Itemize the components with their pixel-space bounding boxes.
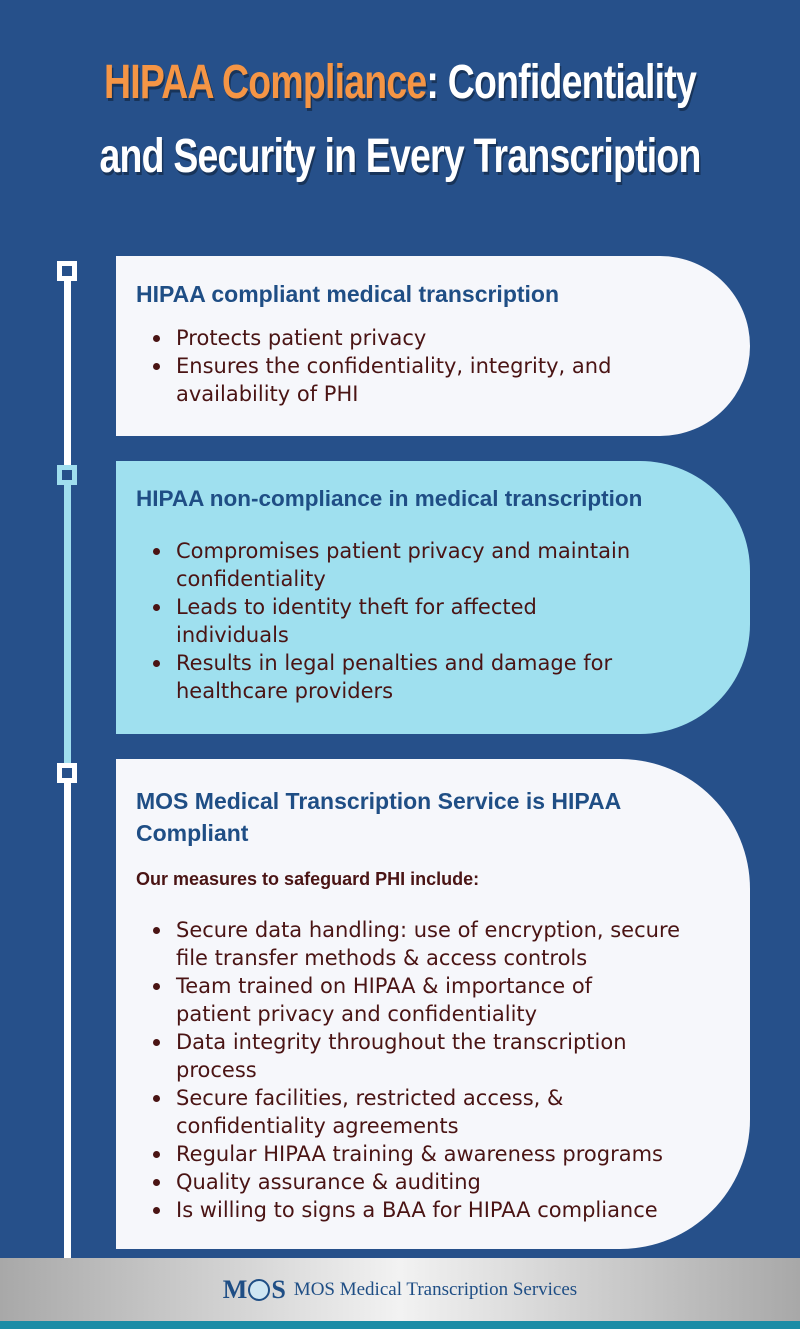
footer bbox=[0, 1258, 800, 1321]
globe-icon bbox=[248, 1279, 270, 1301]
title-line-2: and Security in Every Transcription bbox=[99, 130, 701, 183]
list-item: Quality assurance & auditing bbox=[136, 1168, 730, 1196]
card-heading: MOS Medical Transcription Service is HIPAA Compliant bbox=[136, 788, 621, 846]
card-non-compliance bbox=[116, 461, 750, 734]
list-item: Is willing to signs a BAA for HIPAA compliance bbox=[136, 1196, 730, 1224]
logo-letter-s: S bbox=[271, 1274, 286, 1304]
card-subheading: Our measures to safeguard PHI include: bbox=[136, 869, 480, 889]
card-heading: HIPAA compliant medical transcription bbox=[136, 281, 560, 307]
mos-logo bbox=[223, 1275, 286, 1305]
bullet-list bbox=[136, 916, 730, 1224]
bullet-list bbox=[136, 537, 730, 705]
card-mos-compliant bbox=[116, 759, 750, 1249]
timeline-node-1 bbox=[57, 261, 77, 281]
list-item: Protects patient privacy bbox=[136, 324, 730, 352]
list-item: Regular HIPAA training & awareness programs bbox=[136, 1140, 730, 1168]
list-item: Secure facilities, restricted access, & confidentiality agreements bbox=[136, 1084, 616, 1140]
footer-brand-name: MOS Medical Transcription Services bbox=[293, 1278, 578, 1300]
list-item: Data integrity throughout the transcription process bbox=[136, 1028, 676, 1084]
timeline-line-highlight bbox=[64, 474, 71, 770]
title-line-1-rest: : Confidentiality bbox=[426, 56, 697, 109]
timeline-node-2 bbox=[57, 465, 77, 485]
list-item: Compromises patient privacy and maintain confidentiality bbox=[136, 537, 636, 593]
card-compliant bbox=[116, 256, 750, 436]
list-item: Leads to identity theft for affected individuals bbox=[136, 593, 596, 649]
footer-bar bbox=[0, 1321, 800, 1329]
page-title bbox=[88, 46, 712, 194]
timeline-node-3 bbox=[57, 763, 77, 783]
title-accent: HIPAA Compliance bbox=[103, 56, 427, 109]
list-item: Results in legal penalties and damage for healthcare providers bbox=[136, 649, 646, 705]
list-item: Team trained on HIPAA & importance of patient privacy and confidentiality bbox=[136, 972, 636, 1028]
list-item: Secure data handling: use of encryption, secure file transfer methods & access controls bbox=[136, 916, 716, 972]
logo-letter-m: M bbox=[222, 1274, 248, 1304]
title-line-1 bbox=[88, 46, 712, 120]
card-heading: HIPAA non-compliance in medical transcription bbox=[136, 486, 643, 511]
list-item: Ensures the confidentiality, integrity, and availability of PHI bbox=[136, 352, 616, 408]
bullet-list bbox=[136, 324, 730, 408]
